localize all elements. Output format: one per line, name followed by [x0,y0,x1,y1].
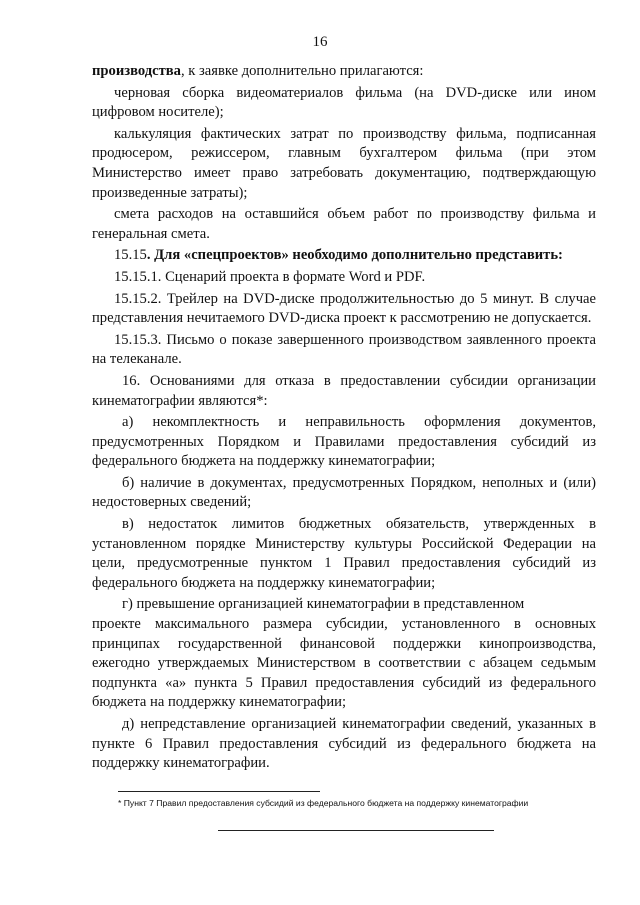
paragraph-16d: д) непредставление организацией кинематографии сведений, указанных в пункте 6 Правил предоставления субсидий из федерального бюджета на поддержку кинематографии. [92,716,596,772]
paragraph-special-projects [92,246,596,266]
paragraph-cost-calculation: калькуляция фактических затрат по производству фильма, подписанная продюсером, режиссером, главным бухгалтером фильма (при этом Министерство имеет право затребовать документацию, подтверждающую произведенные затраты); [92,125,596,201]
paragraph-16g-rest: проекте максимального размера субсидии, установленного в основных принципах государственной финансовой поддержки кинопроизводства, ежегодно утверждаемых Министерством в соответствии с абзацем седьмым подпункта «а» пункта 5 Правил предоставления субсидий из федерального бюджета на поддержку кинематографии; [92,616,596,711]
paragraph-remaining-estimate: смета расходов на оставшийся объем работ по производству фильма и генеральная смета. [92,206,596,242]
paragraph-15-15-2: 15.15.2. Трейлер на DVD-диске продолжительностью до 5 минут. В случае представления нечитаемого DVD-диска проект к рассмотрению не допускается. [92,290,596,327]
page-number: 16 [312,34,328,50]
intro-bold: производства [92,63,181,79]
paragraph-intro [92,62,596,82]
footnote: * Пункт 7 Правил предоставления субсидий из федерального бюджета на поддержку кинематографии [118,798,529,808]
paragraph-16g-first-line: г) превышение организацией кинематографии в представленном [122,596,525,613]
paragraph-16b: б) наличие в документах, предусмотренных Порядком, неполных и (или) недостоверных сведений; [92,474,596,511]
paragraph-16a: а) некомплектность и неправильность оформления документов, предусмотренных Порядком и Правилами предоставления субсидий из федерального бюджета на поддержку кинематографии; [92,414,596,470]
intro-rest: , к заявке дополнительно прилагаются: [180,63,424,79]
paragraph-draft-video: черновая сборка видеоматериалов фильма (на DVD-диске или ином цифровом носителе); [92,84,596,121]
paragraph-16: 16. Основаниями для отказа в предоставлении субсидии организации кинематографии являются*: [92,372,596,409]
special-projects-num: 15.15 [114,247,147,264]
bottom-rule [218,830,494,831]
paragraph-15-15-1: 15.15.1. Сценарий проекта в формате Word и PDF. [114,268,426,285]
special-projects-bold: . Для «спецпроектов» необходимо дополнительно представить: [146,247,563,264]
paragraph-16v: в) недостаток лимитов бюджетных обязательств, утвержденных в установленном порядке Министерству культуры Российской Федерации на цели, предусмотренные пунктом 1 Правил предоставления субсидий из федерального бюджета на поддержку кинематографии; [92,516,596,591]
document-body [92,62,596,774]
paragraph-15-15-3: 15.15.3. Письмо о показе завершенного производством заявленного проекта на телеканале. [92,331,596,368]
footnote-separator [118,791,320,792]
